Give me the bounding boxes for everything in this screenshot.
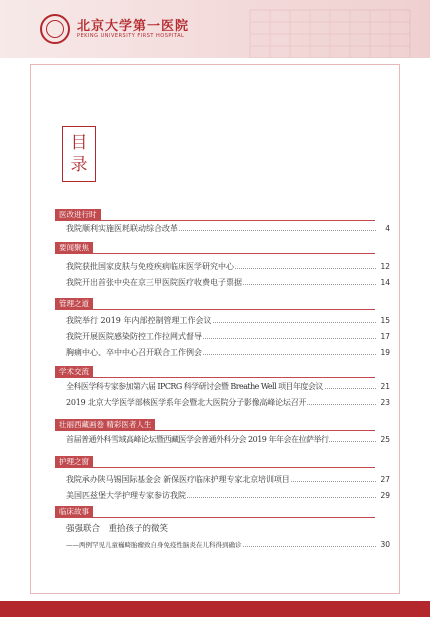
- entry-page: 27: [380, 475, 390, 484]
- section-label: 临床故事: [55, 506, 93, 517]
- toc-entry[interactable]: [66, 539, 390, 551]
- section-header: [55, 366, 375, 378]
- section-header: [55, 242, 375, 254]
- section-label: 学术交流: [55, 366, 93, 377]
- toc-title-char-1: 目: [70, 133, 88, 153]
- bottom-bar: [0, 601, 430, 617]
- section-label: 医改进行时: [55, 209, 101, 220]
- section-label: 壮丽西藏画卷 精彩医者人生: [55, 419, 155, 430]
- section-label: 护理之窗: [55, 456, 93, 467]
- section-header: [55, 298, 375, 310]
- entry-title: 我院承办陕马锡国际基金会 新保医疗临床护理专家北京培训项目: [66, 475, 290, 484]
- hospital-name-en: PEKING UNIVERSITY FIRST HOSPITAL: [77, 33, 185, 39]
- entry-title: 我院开展医院感染防控工作拉网式督导: [66, 332, 202, 341]
- toc-entry[interactable]: [66, 277, 390, 289]
- entry-page: 17: [380, 332, 390, 341]
- toc-entry[interactable]: [66, 261, 390, 273]
- hospital-name-cn: 北京大学第一医院: [77, 19, 190, 34]
- entry-page: 12: [380, 262, 390, 271]
- section-header: [55, 456, 375, 468]
- toc-entry[interactable]: [66, 474, 390, 486]
- section-label: 管理之道: [55, 298, 93, 309]
- entry-title: 我院顺利实施医耗联动综合改革: [66, 224, 178, 233]
- toc-entry[interactable]: [66, 347, 390, 359]
- toc-entry[interactable]: [66, 397, 390, 409]
- entry-page: 15: [380, 316, 390, 325]
- entry-title: 我院获批国家皮肤与免疫疾病临床医学研究中心: [66, 262, 234, 271]
- entry-title: 胸痛中心、卒中中心召开联合工作例会: [66, 348, 202, 357]
- entry-page: 30: [380, 540, 390, 549]
- entry-title: 美国匹兹堡大学护理专家参访我院: [66, 491, 186, 500]
- entry-title: 全科医学科专家参加第六届 IPCRG 科学研讨会暨 Breathe Well 项目年度会议: [66, 382, 323, 391]
- entry-page: 25: [380, 435, 390, 444]
- toc-title-char-2: 录: [70, 155, 88, 175]
- entry-page: 4: [385, 224, 390, 233]
- section-label: 要闻聚焦: [55, 242, 93, 253]
- toc-entry[interactable]: [66, 331, 390, 343]
- entry-page: 14: [380, 278, 390, 287]
- entry-page: 19: [380, 348, 390, 357]
- entry-title: 2019 北京大学医学部核医学系年会暨北大医院分子影像高峰论坛召开: [66, 398, 307, 407]
- entry-title: 我院开出首张中央在京三甲医院医疗收费电子票据: [66, 278, 242, 287]
- entry-title: ——两例罕见儿童巍畸胎瘤致自身免疫性脑炎在儿科得到确诊: [66, 541, 242, 549]
- entry-title[interactable]: 强强联合 重拾孩子的微笑: [66, 524, 169, 534]
- toc-entry[interactable]: [66, 434, 390, 446]
- entry-page: 23: [380, 398, 390, 407]
- toc-entry[interactable]: [66, 381, 390, 393]
- entry-page: 29: [380, 491, 390, 500]
- toc-entry[interactable]: [66, 490, 390, 502]
- toc-entry[interactable]: [66, 315, 390, 327]
- entry-title: 首届普通外科雪域高峰论坛暨西藏医学会普通外科分会 2019 年年会在拉萨举行: [66, 435, 329, 444]
- section-header: [55, 419, 375, 431]
- entry-title: 我院举行 2019 年内部控制管理工作会议: [66, 316, 212, 325]
- entry-page: 21: [380, 382, 390, 391]
- section-header: [55, 209, 375, 221]
- section-header: [55, 506, 375, 518]
- toc-entry[interactable]: [66, 223, 390, 235]
